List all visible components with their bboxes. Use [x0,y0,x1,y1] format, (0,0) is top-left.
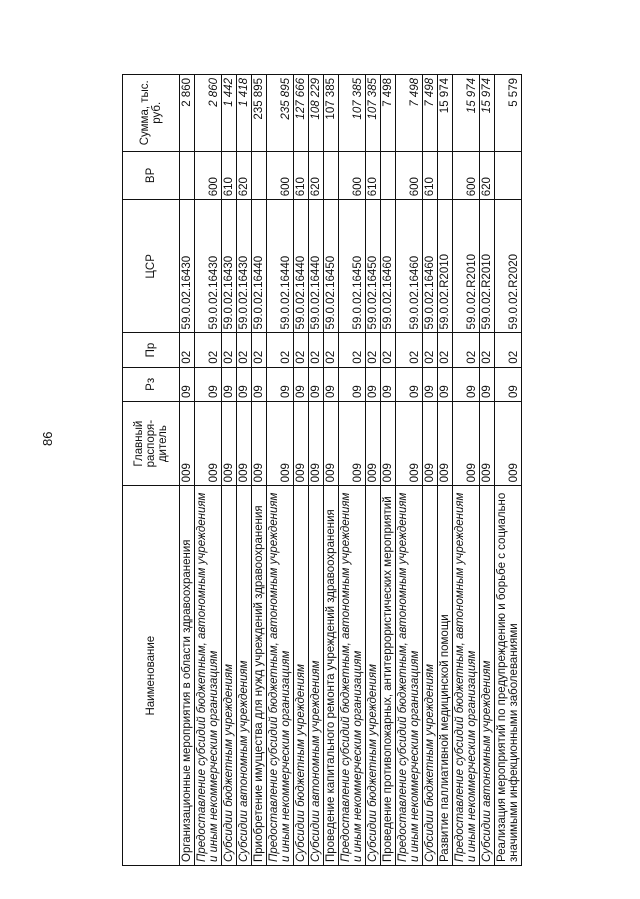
table-row [396,75,423,866]
table-row [267,75,294,866]
cell-csr: 59.0.02.16450 [366,200,381,333]
cell-csr: 59.0.02.16430 [237,200,252,333]
cell-pr: 02 [438,333,453,367]
cell-gr: 009 [438,401,453,485]
cell-gr: 009 [366,401,381,485]
cell-rz: 09 [324,367,339,401]
cell-name: Реализация мероприятий по предупреждению и борьбе с социально значимыми инфекционными заболеваниями [495,486,522,866]
cell-vr [438,151,453,200]
budget-table [122,74,522,866]
cell-gr: 009 [237,401,252,485]
cell-sum: 108 229 [309,75,324,152]
cell-csr: 59.0.02.16440 [252,200,267,333]
table-row [324,75,339,866]
cell-vr: 610 [366,151,381,200]
cell-rz: 09 [180,367,195,401]
cell-name: Субсидии автономным учреждениям [237,486,252,866]
cell-sum: 1 442 [222,75,237,152]
table-row [294,75,309,866]
cell-pr: 02 [324,333,339,367]
cell-pr: 02 [480,333,495,367]
cell-vr: 620 [309,151,324,200]
cell-name: Субсидии автономным учреждениям [309,486,324,866]
cell-name: Проведение капитального ремонта учреждений здравоохранения [324,486,339,866]
cell-vr: 600 [453,151,480,200]
table-row [237,75,252,866]
table-row [309,75,324,866]
cell-csr: 59.0.02.16460 [381,200,396,333]
cell-pr: 02 [252,333,267,367]
cell-csr: 59.0.02.R2010 [438,200,453,333]
cell-pr: 02 [222,333,237,367]
table-body [180,75,522,866]
table-row [453,75,480,866]
cell-vr: 600 [267,151,294,200]
table-row [480,75,495,866]
cell-vr: 600 [195,151,222,200]
cell-gr: 009 [453,401,480,485]
cell-csr: 59.0.02.16460 [423,200,438,333]
rotated-table-wrapper [122,74,624,866]
cell-name: Развитие паллиативной медицинской помощи [438,486,453,866]
cell-rz: 09 [294,367,309,401]
cell-gr: 009 [222,401,237,485]
cell-vr: 620 [480,151,495,200]
cell-sum: 1 418 [237,75,252,152]
cell-csr: 59.0.02.16440 [267,200,294,333]
cell-vr: 610 [222,151,237,200]
cell-pr: 02 [180,333,195,367]
cell-gr: 009 [324,401,339,485]
cell-rz: 09 [252,367,267,401]
cell-csr: 59.0.02.R2010 [480,200,495,333]
cell-pr: 02 [396,333,423,367]
cell-rz: 09 [453,367,480,401]
cell-csr: 59.0.02.16450 [339,200,366,333]
cell-rz: 09 [309,367,324,401]
cell-rz: 09 [438,367,453,401]
table-row [180,75,195,866]
cell-csr: 59.0.02.R2010 [453,200,480,333]
cell-rz: 09 [381,367,396,401]
cell-rz: 09 [423,367,438,401]
cell-sum: 15 974 [438,75,453,152]
table-row [339,75,366,866]
cell-sum: 5 579 [495,75,522,152]
cell-name: Предоставление субсидий бюджетным, автономным учреждениям и иным некоммерческим организациям [267,486,294,866]
cell-rz: 09 [195,367,222,401]
cell-gr: 009 [252,401,267,485]
cell-name: Предоставление субсидий бюджетным, автономным учреждениям и иным некоммерческим организациям [339,486,366,866]
page-number: 86 [40,431,55,446]
table-row [252,75,267,866]
cell-rz: 09 [396,367,423,401]
table-header-row [123,75,180,866]
cell-gr: 009 [396,401,423,485]
cell-pr: 02 [309,333,324,367]
cell-name: Предоставление субсидий бюджетным, автономным учреждениям и иным некоммерческим организациям [396,486,423,866]
cell-csr: 59.0.02.16450 [324,200,339,333]
cell-csr: 59.0.02.16440 [309,200,324,333]
cell-pr: 02 [366,333,381,367]
cell-gr: 009 [294,401,309,485]
cell-vr [495,151,522,200]
cell-sum: 7 498 [396,75,423,152]
cell-gr: 009 [309,401,324,485]
header-pr: Пр [123,333,180,367]
cell-name: Проведение противопожарных, антитеррористических мероприятий [381,486,396,866]
cell-vr [252,151,267,200]
cell-name: Субсидии бюджетным учреждениям [222,486,237,866]
cell-gr: 009 [495,401,522,485]
cell-rz: 09 [267,367,294,401]
cell-pr: 02 [237,333,252,367]
cell-pr: 02 [339,333,366,367]
cell-csr: 59.0.02.R2020 [495,200,522,333]
cell-pr: 02 [195,333,222,367]
cell-gr: 009 [339,401,366,485]
header-rz: Рз [123,367,180,401]
cell-sum: 235 895 [267,75,294,152]
cell-sum: 7 498 [381,75,396,152]
cell-csr: 59.0.02.16430 [222,200,237,333]
cell-rz: 09 [366,367,381,401]
cell-pr: 02 [495,333,522,367]
cell-sum: 127 666 [294,75,309,152]
cell-rz: 09 [222,367,237,401]
cell-sum: 15 974 [453,75,480,152]
cell-rz: 09 [237,367,252,401]
header-vr: ВР [123,151,180,200]
cell-gr: 009 [180,401,195,485]
cell-sum: 7 498 [423,75,438,152]
cell-csr: 59.0.02.16430 [195,200,222,333]
cell-name: Субсидии бюджетным учреждениям [366,486,381,866]
cell-pr: 02 [423,333,438,367]
table-row [438,75,453,866]
cell-name: Предоставление субсидий бюджетным, автономным учреждениям и иным некоммерческим организациям [453,486,480,866]
cell-name: Субсидии автономным учреждениям [480,486,495,866]
cell-sum: 2 860 [180,75,195,152]
table-row [195,75,222,866]
cell-name: Субсидии бюджетным учреждениям [423,486,438,866]
cell-pr: 02 [267,333,294,367]
cell-gr: 009 [381,401,396,485]
cell-sum: 235 895 [252,75,267,152]
cell-vr: 610 [423,151,438,200]
cell-sum: 2 860 [195,75,222,152]
cell-vr: 600 [396,151,423,200]
header-sum: Сумма, тыс. руб. [123,75,180,152]
cell-name: Организационные мероприятия в области здравоохранения [180,486,195,866]
table-row [423,75,438,866]
cell-sum: 107 385 [366,75,381,152]
cell-sum: 15 974 [480,75,495,152]
cell-gr: 009 [195,401,222,485]
cell-vr [180,151,195,200]
cell-csr: 59.0.02.16430 [180,200,195,333]
cell-gr: 009 [267,401,294,485]
cell-gr: 009 [480,401,495,485]
cell-name: Предоставление субсидий бюджетным, автономным учреждениям и иным некоммерческим организациям [195,486,222,866]
table-row [222,75,237,866]
cell-vr: 610 [294,151,309,200]
cell-vr: 600 [339,151,366,200]
cell-rz: 09 [339,367,366,401]
cell-vr [324,151,339,200]
cell-pr: 02 [453,333,480,367]
cell-sum: 107 385 [339,75,366,152]
cell-name: Субсидии бюджетным учреждениям [294,486,309,866]
cell-pr: 02 [381,333,396,367]
table-row [495,75,522,866]
cell-csr: 59.0.02.16440 [294,200,309,333]
cell-vr [381,151,396,200]
header-csr: ЦСР [123,200,180,333]
cell-vr: 620 [237,151,252,200]
cell-rz: 09 [480,367,495,401]
table-row [381,75,396,866]
header-gr: Главный распоря-дитель [123,401,180,485]
cell-csr: 59.0.02.16460 [396,200,423,333]
table-row [366,75,381,866]
header-name: Наименование [123,486,180,866]
cell-rz: 09 [495,367,522,401]
cell-name: Приобретение имущества для нужд учреждений здравоохранения [252,486,267,866]
cell-pr: 02 [294,333,309,367]
cell-gr: 009 [423,401,438,485]
cell-sum: 107 385 [324,75,339,152]
